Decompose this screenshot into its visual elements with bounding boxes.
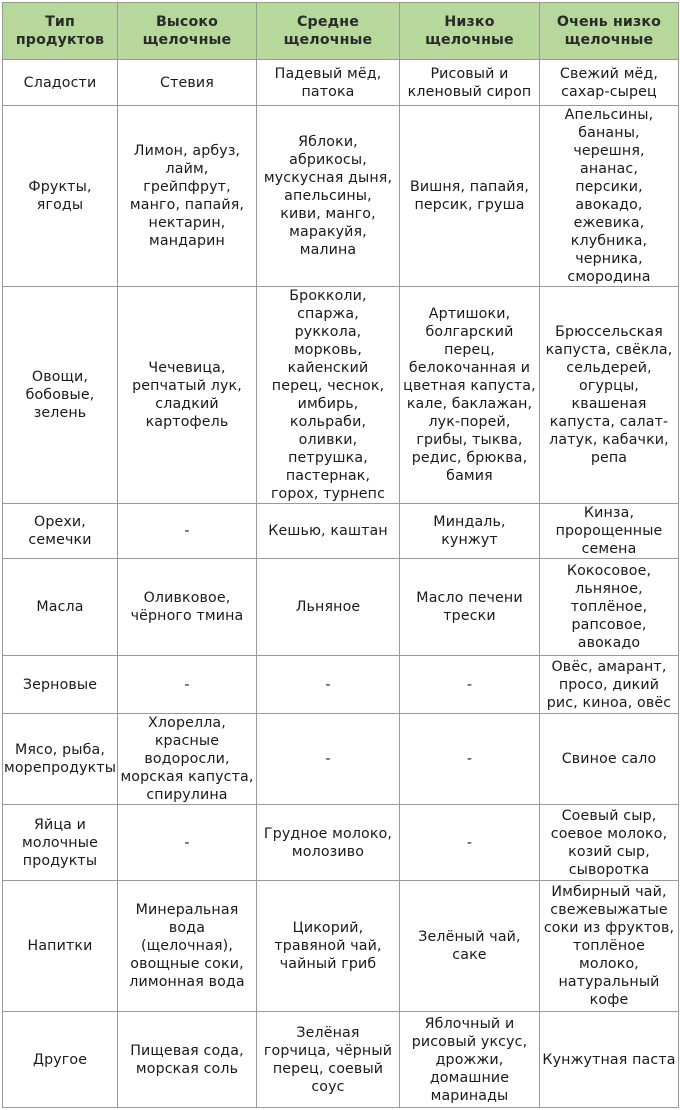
cell-text: продукты [22, 852, 98, 869]
header-cell-medium-alkaline: Средне щелочные [257, 3, 400, 60]
cell-product-type [3, 1012, 118, 1108]
cell-text: сельдерей, [566, 360, 652, 376]
cell-text: морепродукты [4, 760, 117, 776]
cell-text: - [325, 676, 331, 693]
cell-low-alkaline [400, 656, 540, 714]
cell-very-low-alkaline [540, 60, 679, 106]
cell-text: соки из фруктов, [543, 920, 675, 936]
cell-text: редис, брюква, [411, 450, 528, 466]
cell-text: лимонная вода [129, 974, 245, 990]
cell-text: авокадо, [575, 197, 643, 213]
cell-text: Цикорий, [292, 920, 364, 936]
cell-text: трески [443, 608, 496, 624]
cell-text: мандарин [149, 233, 225, 249]
cell-text: - [466, 751, 473, 767]
cell-high-alkaline [118, 287, 257, 504]
header-cell-high-alkaline: Высоко щелочные [118, 3, 257, 60]
cell-medium-alkaline [257, 656, 400, 714]
cell-text: сыворотка [568, 861, 650, 878]
cell-text: маринады [430, 1087, 509, 1104]
cell-text: Оливковое, [143, 590, 231, 606]
cell-medium-alkaline [257, 106, 400, 287]
cell-product-type [3, 504, 118, 559]
cell-text: репа [590, 450, 628, 466]
cell-low-alkaline [400, 805, 540, 881]
header-cell-very-low-alkaline: Очень низко щелочные [540, 3, 679, 60]
cell-text: Кокосовое, [566, 563, 652, 579]
cell-text: ананас, [580, 161, 638, 177]
cell-text: Масло печени [416, 590, 523, 606]
cell-text: Кешью, каштан [268, 523, 388, 539]
cell-product-type [3, 656, 118, 714]
table-row [3, 106, 679, 287]
cell-medium-alkaline [257, 714, 400, 805]
cell-text: Вишня, папайя, [409, 179, 530, 195]
cell-text: (щелочная), [141, 938, 233, 954]
cell-text: капуста, салат- [549, 414, 669, 430]
cell-text: пророщенные [555, 523, 663, 539]
header-row [3, 3, 679, 60]
cell-text: дрожжи, [435, 1051, 504, 1068]
cell-text: чёрного тмина [130, 608, 244, 624]
cell-medium-alkaline [257, 881, 400, 1012]
cell-text: Грудное молоко, [263, 825, 393, 842]
cell-text: морская капуста, [120, 769, 254, 785]
cell-text: перец, соевый [272, 1060, 384, 1077]
cell-very-low-alkaline [540, 504, 679, 559]
cell-text: клубника, [570, 233, 648, 249]
cell-text: грибы, тыква, [416, 432, 523, 448]
cell-text: спаржа, [297, 306, 359, 322]
cell-text: Имбирный чай, [551, 884, 667, 900]
cell-product-type [3, 106, 118, 287]
cell-text: топлёное [573, 938, 645, 954]
cell-low-alkaline [400, 60, 540, 106]
cell-product-type [3, 287, 118, 504]
table-header [3, 3, 679, 60]
cell-text: Зелёная [296, 1024, 360, 1041]
cell-text: Чечевица, [148, 360, 226, 376]
table-row [3, 805, 679, 881]
cell-very-low-alkaline [540, 106, 679, 287]
table-row [3, 714, 679, 805]
cell-text: Соевый сыр, [561, 807, 657, 824]
cell-text: персик, груша [414, 197, 525, 213]
cell-text: черешня, [573, 143, 645, 159]
cell-text: кале, баклажан, [406, 396, 533, 412]
cell-text: киви, манго, [280, 206, 376, 222]
table-row [3, 656, 679, 714]
cell-medium-alkaline [257, 287, 400, 504]
cell-text: Зерновые [22, 676, 98, 693]
cell-high-alkaline [118, 1012, 257, 1108]
cell-text: маракуйя, [289, 224, 367, 240]
cell-text: Напитки [27, 938, 93, 954]
cell-text: огурцы, [579, 378, 639, 394]
cell-product-type [3, 881, 118, 1012]
cell-product-type [3, 805, 118, 881]
cell-text: Апельсины, [564, 107, 654, 123]
cell-text: соус [311, 1078, 345, 1095]
cell-text: Другое [32, 1051, 88, 1068]
cell-text: патока [301, 83, 355, 100]
cell-text: горчица, чёрный [263, 1042, 393, 1059]
cell-low-alkaline [400, 1012, 540, 1108]
cell-text: Льняное [295, 599, 361, 615]
cell-text: авокадо [577, 635, 641, 651]
cell-high-alkaline [118, 106, 257, 287]
cell-text: Хлорелла, [148, 715, 226, 731]
cell-text: квашеная [571, 396, 647, 412]
cell-text: манго, папайя, [129, 197, 245, 213]
cell-very-low-alkaline [540, 881, 679, 1012]
cell-text: персики, [575, 179, 643, 195]
table-row [3, 881, 679, 1012]
cell-high-alkaline [118, 504, 257, 559]
cell-high-alkaline [118, 881, 257, 1012]
table-row [3, 60, 679, 106]
cell-text: сахар-сырец [561, 83, 657, 100]
cell-text: козий сыр, [568, 843, 650, 860]
cell-text: перец, [444, 342, 495, 358]
cell-text: зелень [33, 405, 87, 421]
cell-text: пастернак, [285, 468, 371, 484]
cell-low-alkaline [400, 559, 540, 656]
cell-text: Пищевая сода, [130, 1042, 244, 1059]
cell-text: Минеральная [135, 902, 239, 918]
cell-text: Брокколи, [289, 288, 367, 304]
cell-medium-alkaline [257, 60, 400, 106]
cell-text: - [325, 751, 331, 767]
cell-text: домашние [429, 1069, 510, 1086]
cell-low-alkaline [400, 287, 540, 504]
cell-text: Кунжутная паста [542, 1051, 676, 1068]
cell-text: картофель [145, 414, 229, 430]
cell-text: лайм, [165, 161, 209, 177]
table-row [3, 559, 679, 656]
cell-product-type [3, 559, 118, 656]
cell-product-type [3, 714, 118, 805]
cell-text: белокочанная и [408, 360, 531, 376]
cell-text: Лимон, арбуз, [133, 143, 241, 159]
cell-text: - [184, 523, 190, 539]
cell-text: спирулина [146, 787, 228, 803]
cell-text: натуральный [558, 974, 660, 990]
cell-text: саке [452, 947, 487, 963]
cell-text: рисовый уксус, [411, 1033, 528, 1050]
cell-high-alkaline [118, 805, 257, 881]
cell-text: семечки [28, 532, 92, 548]
cell-text: - [184, 834, 190, 851]
cell-text: кленовый сироп [407, 83, 532, 100]
cell-text: Зелёный чай, [418, 929, 521, 945]
cell-text: морковь, [293, 342, 363, 358]
cell-medium-alkaline [257, 504, 400, 559]
cell-text: цветная капуста, [403, 378, 536, 394]
cell-text: Рисовый и [430, 65, 509, 82]
cell-text: кунжут [441, 532, 498, 548]
cell-text: петрушка, [288, 450, 368, 466]
cell-text: капуста, свёкла, [545, 342, 673, 358]
cell-text: грейпфрут, [143, 179, 231, 195]
cell-text: перец, чеснок, [271, 378, 385, 394]
cell-text: Миндаль, [433, 514, 506, 530]
cell-text: Яйца и [33, 816, 87, 833]
cell-text: латук, кабачки, [549, 432, 669, 448]
cell-product-type [3, 60, 118, 106]
cell-very-low-alkaline [540, 656, 679, 714]
cell-text: вода [168, 920, 206, 936]
cell-high-alkaline [118, 656, 257, 714]
header-cell-low-alkaline: Низко щелочные [400, 3, 540, 60]
table-body [3, 60, 679, 1108]
cell-text: просо, дикий [558, 676, 660, 693]
cell-high-alkaline [118, 559, 257, 656]
cell-text: морская соль [135, 1060, 239, 1077]
cell-text: болгарский [425, 324, 514, 340]
cell-medium-alkaline [257, 805, 400, 881]
cell-text: имбирь, [297, 396, 359, 412]
cell-text: молочные [22, 834, 98, 851]
cell-text: Масла [36, 599, 84, 615]
header-cell-product-type: Тип продуктов [3, 3, 118, 60]
cell-text: репчатый лук, [132, 378, 242, 394]
cell-text: ягоды [36, 197, 84, 213]
cell-medium-alkaline [257, 1012, 400, 1108]
cell-text: семена [581, 541, 637, 557]
cell-text: мускусная дыня, [263, 170, 393, 186]
table-row [3, 287, 679, 504]
cell-text: кайенский [287, 360, 369, 376]
cell-medium-alkaline [257, 559, 400, 656]
cell-text: бамия [446, 468, 493, 484]
cell-text: бананы, [578, 125, 640, 141]
cell-text: нектарин, [148, 215, 226, 231]
cell-low-alkaline [400, 106, 540, 287]
cell-text: Овощи, [31, 369, 89, 385]
cell-text: овощные соки, [130, 956, 244, 972]
cell-high-alkaline [118, 60, 257, 106]
cell-text: Яблоки, [298, 134, 358, 150]
cell-text: красные [154, 733, 220, 749]
cell-very-low-alkaline [540, 714, 679, 805]
cell-text: соевое молоко, [550, 825, 668, 842]
cell-text: малина [299, 242, 357, 258]
cell-very-low-alkaline [540, 805, 679, 881]
cell-text: руккола, [294, 324, 362, 340]
cell-text: Брюссельская [555, 324, 663, 340]
cell-text: Орехи, [34, 514, 86, 530]
cell-text: горох, турнепс [270, 486, 386, 502]
cell-text: Овёс, амарант, [551, 658, 667, 675]
cell-very-low-alkaline [540, 559, 679, 656]
cell-high-alkaline [118, 714, 257, 805]
cell-text: рис, киноа, овёс [546, 694, 672, 711]
cell-text: свежевыжатые [550, 902, 668, 918]
cell-text: Артишоки, [428, 306, 511, 322]
cell-text: Свежий мёд, [559, 65, 659, 82]
cell-text: Фрукты, [28, 179, 92, 195]
cell-text: - [466, 676, 473, 693]
cell-text: Сладости [23, 74, 97, 91]
cell-text: лук-порей, [428, 414, 511, 430]
cell-text: оливки, [298, 432, 358, 448]
cell-low-alkaline [400, 504, 540, 559]
cell-text: чайный гриб [279, 956, 377, 972]
cell-very-low-alkaline [540, 1012, 679, 1108]
cell-text: бобовые, [25, 387, 95, 403]
cell-text: топлёное, [570, 599, 648, 615]
cell-text: абрикосы, [289, 152, 367, 168]
cell-text: - [466, 834, 473, 851]
cell-very-low-alkaline [540, 287, 679, 504]
cell-text: черника, [575, 251, 643, 267]
cell-text: молозиво [291, 843, 365, 860]
cell-text: Падевый мёд, [274, 65, 382, 82]
cell-text: Стевия [160, 74, 214, 91]
cell-text: ежевика, [573, 215, 645, 231]
cell-text: травяной чай, [274, 938, 382, 954]
cell-text: кольраби, [289, 414, 367, 430]
alkaline-foods-table [2, 2, 679, 1108]
cell-text: Свиное сало [561, 751, 657, 767]
cell-text: смородина [567, 269, 651, 285]
table-row [3, 1012, 679, 1108]
cell-text: рапсовое, [571, 617, 647, 633]
cell-low-alkaline [400, 881, 540, 1012]
cell-text: водоросли, [144, 751, 230, 767]
cell-text: апельсины, [284, 188, 372, 204]
cell-text: Кинза, [583, 505, 635, 521]
cell-text: - [184, 676, 190, 693]
cell-text: молоко, [579, 956, 639, 972]
cell-text: льняное, [575, 581, 643, 597]
cell-low-alkaline [400, 714, 540, 805]
cell-text: Яблочный и [424, 1015, 515, 1032]
cell-text: кофе [589, 992, 629, 1008]
cell-text: Мясо, рыба, [14, 742, 106, 758]
table-row [3, 504, 679, 559]
cell-text: сладкий [155, 396, 219, 412]
